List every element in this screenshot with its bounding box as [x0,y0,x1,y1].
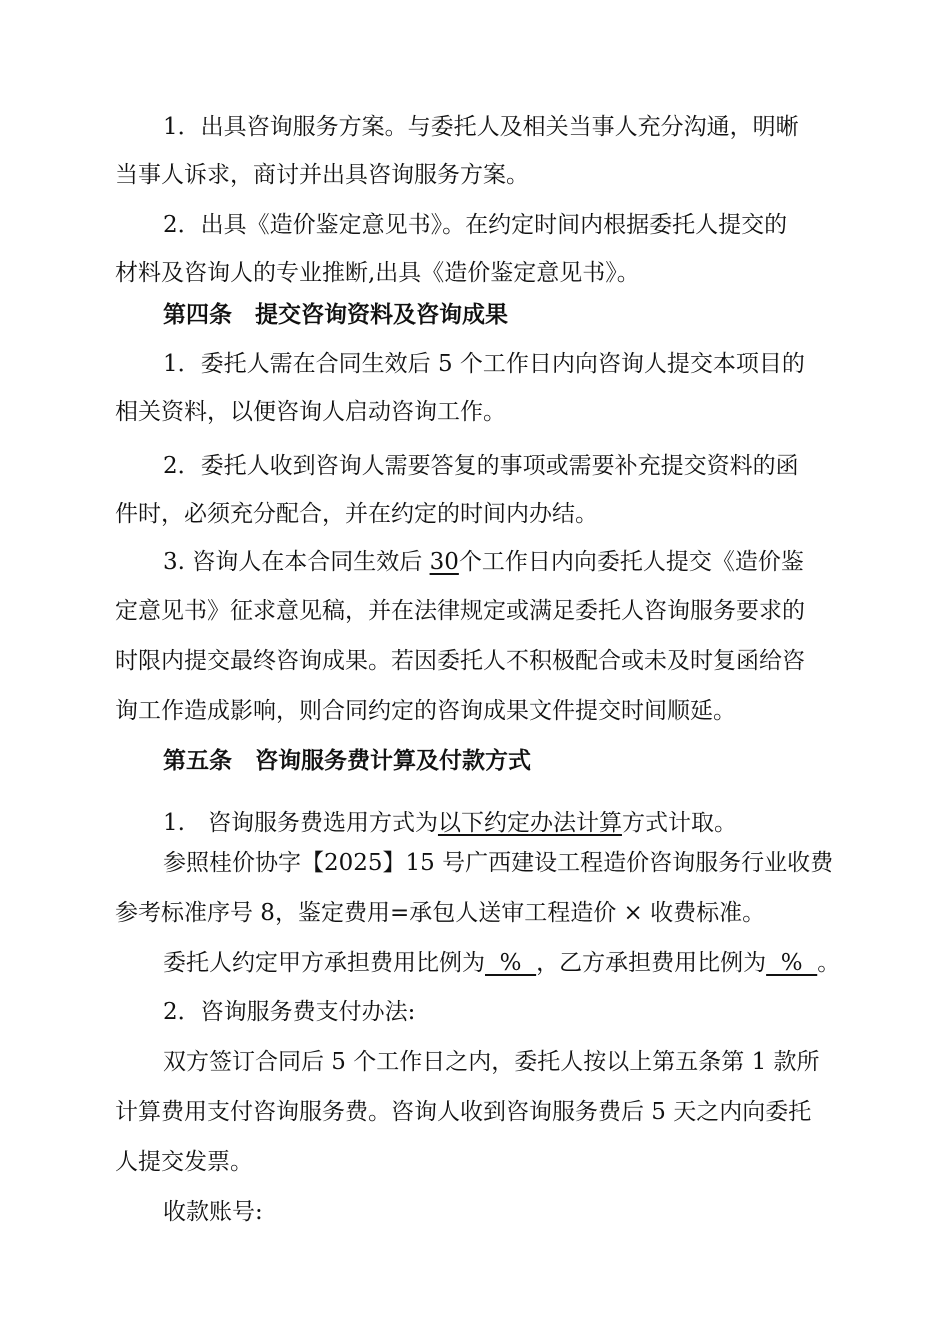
s5-item1-pre: 1. 咨询服务费选用方式为 [163,810,438,836]
s3-item1-line2: 当事人诉求，商讨并出具咨询服务方案。 [115,162,529,188]
s4-item3-line1 [163,547,804,577]
s4-item3-line4: 询工作造成影响，则合同约定的咨询成果文件提交时间顺延。 [115,698,736,724]
s5-item1-post: 方式计取。 [621,810,737,836]
s5-item1-line [163,808,737,838]
s4-item3-line2: 定意见书》征求意见稿，并在法律规定或满足委托人咨询服务要求的 [115,598,805,624]
section-4-heading: 第四条 提交咨询资料及咨询成果 [163,301,508,328]
submission-days-value: 30 [429,549,459,575]
ratio-a-label: 委托人约定甲方承担费用比例为 [163,950,485,976]
fee-reference-line1: 参照桂价协字【2025】15 号广西建设工程造价咨询服务行业收费 [163,850,834,876]
fee-reference-line2: 参考标准序号 8，鉴定费用=承包人送审工程造价 × 收费标准。 [115,900,766,926]
account-label: 收款账号: [163,1199,263,1225]
payment-method-title: 2．咨询服务费支付办法: [163,999,416,1025]
payment-line3: 人提交发票。 [115,1149,253,1175]
s4-item2-line2: 件时，必须充分配合，并在约定的时间内办结。 [115,501,598,527]
payment-line2: 计算费用支付咨询服务费。咨询人收到咨询服务费后 5 天之内向委托 [115,1099,812,1125]
ratio-b-label: ，乙方承担费用比例为 [536,950,767,976]
s3-item2-line1: 2．出具《造价鉴定意见书》。在约定时间内根据委托人提交的 [163,212,788,238]
s4-item3-line3: 时限内提交最终咨询成果。若因委托人不积极配合或未及时复函给咨 [115,648,805,674]
s3-item1-line1: 1．出具咨询服务方案。与委托人及相关当事人充分沟通，明晰 [163,114,799,140]
s4-item1-line2: 相关资料，以便咨询人启动咨询工作。 [115,399,506,425]
s3-item2-line2: 材料及咨询人的专业推断,出具《造价鉴定意见书》。 [115,260,640,286]
ratio-end: 。 [817,950,841,976]
s4-item2-line1: 2．委托人收到咨询人需要答复的事项或需要补充提交资料的函 [163,453,799,479]
fee-method-value: 以下约定办法计算 [437,810,622,836]
payment-line1: 双方签订合同后 5 个工作日之内，委托人按以上第五条第 1 款所 [163,1049,820,1075]
s4-item3-pre: 3. 咨询人在本合同生效后 [163,549,430,575]
fee-ratio-line [163,948,840,978]
s4-item3-post: 个工作日内向委托人提交《造价鉴 [458,549,804,575]
ratio-a-value: % [485,950,537,976]
s4-item1-line1: 1．委托人需在合同生效后 5 个工作日内向咨询人提交本项目的 [163,351,805,377]
ratio-b-value: % [766,950,818,976]
section-5-heading: 第五条 咨询服务费计算及付款方式 [163,747,531,774]
